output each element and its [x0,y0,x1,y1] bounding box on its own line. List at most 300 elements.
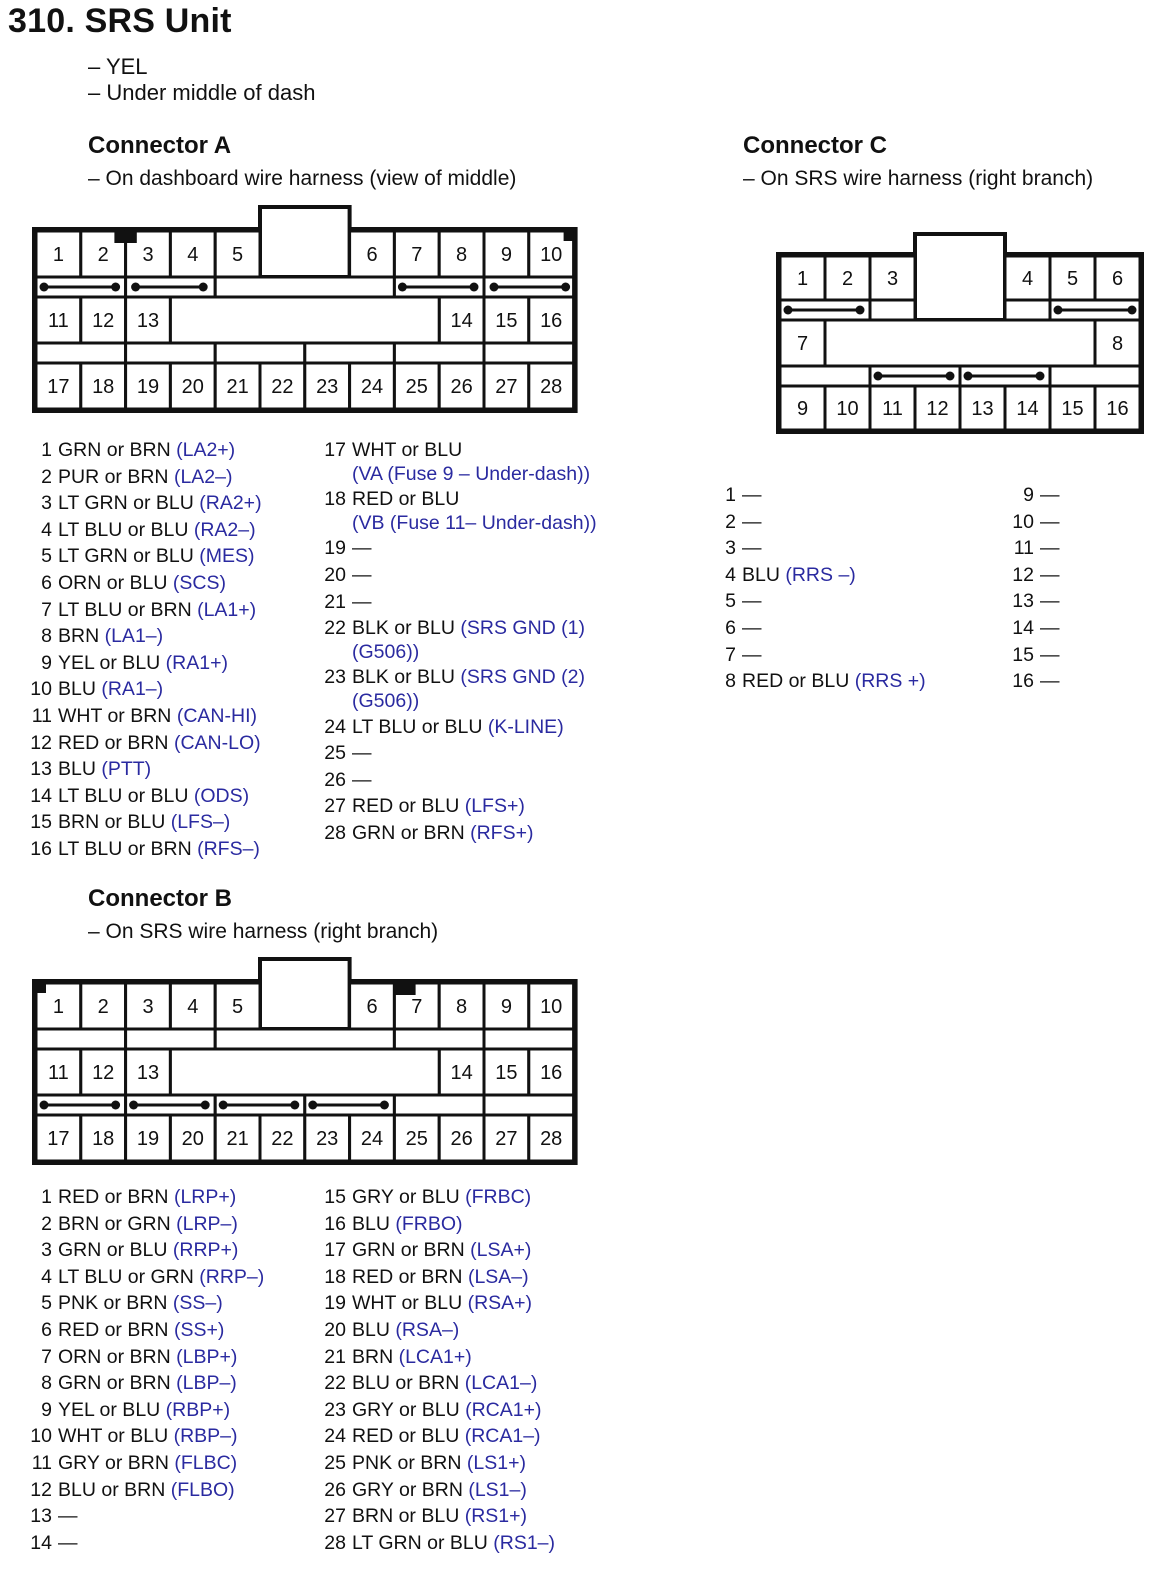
shorting-bar-end [40,283,49,292]
pin-entry [316,1503,555,1530]
pin-label: 14 [1016,398,1039,420]
pin-wire-color: GRN or BRN [58,439,171,461]
pin-entry [22,676,262,703]
pin-wire-color: — [1040,510,1060,533]
pin-function: (K-LINE) [487,715,564,738]
pin-number: 7 [725,643,736,666]
pin-label: 9 [796,398,809,420]
pin-label: 6 [1111,268,1124,290]
pin-wire-color: LT BLU or BLU [58,784,189,807]
shorting-bar-end [219,1101,228,1110]
pin-wire-color: YEL or BLU [58,1398,161,1421]
pin-function: (CAN-LO) [173,731,261,754]
pin-wire-color: GRN or BLU [58,1239,168,1262]
pin-label: 16 [540,310,563,332]
pin-entry [22,783,262,810]
pin-label: 5 [232,996,244,1018]
pin-wire-color: — [352,742,372,765]
connector-c-description: – On SRS wire harness (right branch) [743,167,1094,190]
pin-wire-color: GRY or BRN [58,1451,169,1474]
pin-entry [22,517,262,544]
pin-function: (FRBC) [465,1186,532,1208]
pin-wire-color: — [352,590,372,613]
connector-b-diagram [34,959,576,1163]
pin-number: 27 [324,1505,346,1528]
pin-number: 7 [41,598,52,621]
pin-number: 24 [324,715,346,738]
pin-entry [1004,482,1060,509]
pin-number: 23 [324,1398,346,1421]
pin-entry [1004,668,1060,695]
pin-number: 1 [725,484,736,506]
pin-number: 12 [30,731,52,754]
pin-entry [22,437,262,464]
pin-number: 16 [30,837,52,860]
pin-label: 28 [540,376,563,398]
shorting-bar-end [561,283,570,292]
pin-function: (RA2+) [199,492,262,515]
pin-function: (FRBO) [395,1212,463,1235]
pin-label: 24 [360,376,384,398]
pin-entry [706,562,926,589]
lock-key-marker [36,983,46,993]
pin-entry [22,1370,264,1397]
pin-entry [1004,562,1060,589]
pin-wire-color: RED or BRN [58,731,169,754]
pin-function: (RA2–) [193,518,256,541]
pin-label: 4 [187,996,199,1018]
pin-number: 16 [324,1212,346,1235]
pin-function: (RCA1–) [464,1425,541,1448]
pin-wire-color: PNK or BRN [352,1451,462,1474]
pin-number: 6 [725,616,736,639]
pin-number: 25 [324,1451,346,1474]
pin-label: 22 [271,1128,294,1150]
pin-label: 18 [92,376,115,398]
connector-bump [260,959,350,1029]
pin-function: (SRS GND (1) [460,617,585,640]
pin-function: (RA1+) [165,651,228,674]
connector-bump [260,207,350,277]
pin-number: 10 [30,678,52,701]
pin-wire-color: BLU [58,678,96,701]
pin-label: 21 [226,1128,249,1150]
shorting-bar-end [1036,372,1045,381]
shorting-bar-end [129,1101,138,1110]
pin-entry [22,1450,264,1477]
pin-label: 15 [495,310,518,332]
pin-number: 14 [1012,616,1034,639]
spacer-cell [36,1029,126,1049]
pin-function: (RRS –) [785,563,856,586]
pin-entry [706,615,926,642]
pin-label: 23 [316,376,339,398]
pin-label: 25 [405,376,428,398]
subtitle-color: – YEL [88,54,148,79]
pin-wire-color: ORN or BLU [58,571,168,594]
pin-label: 11 [882,398,903,420]
pin-function: (RRP–) [199,1265,265,1288]
shorting-bar-end [856,306,865,315]
shorting-bar-end [874,372,883,381]
pin-number: 26 [324,768,346,791]
pin-function: (LCA1+) [398,1345,472,1368]
pin-entry [316,664,597,691]
pin-entry [22,1290,264,1317]
pin-label: 1 [796,268,809,290]
pin-wire-color: — [1040,590,1060,613]
pin-wire-color: — [742,616,762,639]
pin-number: 9 [41,1398,52,1421]
pin-entry [22,1237,264,1264]
pin-wire-color: BRN or BLU [352,1505,460,1528]
pin-number: 21 [324,1345,346,1368]
pin-label: 20 [181,1128,204,1150]
pin-function: (RFS–) [197,837,260,860]
pin-function: (RBP+) [165,1398,231,1421]
pin-entry [316,740,597,767]
pin-number: 2 [41,1212,52,1235]
pin-function: (PTT) [101,758,152,781]
pin-entry [22,756,262,783]
pin-wire-color: RED or BLU [352,488,460,511]
pin-function: (LBP–) [176,1372,237,1395]
pin-number: 21 [324,590,346,613]
shorting-bar-end [199,283,208,292]
shorting-bar-end [40,1101,49,1110]
pin-entry [22,1211,264,1238]
pin-wire-color: BRN or GRN [58,1212,171,1235]
pin-number: 5 [725,590,736,613]
pin-number: 13 [30,758,52,781]
pin-number: 17 [324,439,346,461]
pin-wire-color: YEL or BLU [58,651,161,674]
pin-entry [316,1237,555,1264]
spacer-cell [126,1029,216,1049]
shorting-bar-end [490,283,499,292]
pin-number: 16 [1012,670,1034,693]
shorting-bar-end [398,283,407,292]
pin-label: 28 [540,1128,563,1150]
pin-number: 20 [324,563,346,586]
pin-entry [22,1530,264,1557]
pin-number: 9 [1023,484,1034,506]
pin-number: 25 [324,742,346,765]
pin-wire-color: LT BLU or BRN [58,598,192,621]
pin-entry [316,437,597,464]
pin-number: 3 [41,492,52,515]
pin-wire-color: — [352,537,372,560]
pin-number: 8 [41,625,52,648]
pin-number: 7 [41,1345,52,1368]
pin-wire-color: GRN or BRN [58,1372,171,1395]
pin-number: 28 [324,821,346,844]
spacer-cell [36,343,126,363]
pin-number: 23 [324,666,346,689]
pin-wire-color: RED or BLU [352,1425,460,1448]
pin-entry [706,668,926,695]
pin-number: 17 [324,1239,346,1262]
connector-b-heading: Connector B [88,885,232,912]
shorting-bar-end [201,1101,210,1110]
pin-number: 28 [324,1531,346,1554]
pin-number: 14 [30,1531,52,1554]
pin-label: 6 [366,996,378,1018]
connector-c-pin-list-right [1004,482,1060,695]
pin-wire-color: GRY or BLU [352,1186,460,1208]
pin-entry [22,1477,264,1504]
pin-entry [316,714,597,741]
pin-label: 15 [1061,398,1084,420]
pin-function: (LFS–) [170,811,231,834]
pin-entry [706,535,926,562]
pin-wire-color: GRY or BLU [352,1398,460,1421]
pin-wire-color: RED or BRN [58,1186,169,1208]
shorting-bar-end [308,1101,317,1110]
pin-wire-color: — [742,484,762,506]
pin-entry [316,615,597,642]
pin-number: 2 [725,510,736,533]
pin-wire-color: RED or BRN [58,1318,169,1341]
pin-label: 11 [48,1062,69,1084]
pin-wire-color: — [1040,537,1060,560]
shorting-bar-end [1128,306,1137,315]
pin-number: 14 [30,784,52,807]
pin-label: 20 [181,376,204,398]
pin-number: 9 [41,651,52,674]
pin-label: 8 [456,996,468,1018]
pin-number: 19 [324,537,346,560]
pin-function: (LSA+) [470,1239,532,1262]
pin-label: 4 [1021,268,1034,290]
pin-label: 14 [450,310,473,332]
pin-function: (SS+) [173,1318,225,1341]
shorting-bar-end [380,1101,389,1110]
pin-wire-color: WHT or BRN [58,704,172,727]
pin-label: 26 [450,376,473,398]
pin-number: 18 [324,488,346,511]
pin-function: (LA1+) [197,598,257,621]
pin-entry [22,1184,264,1211]
pin-label: 10 [540,996,563,1018]
pin-function: (RSA–) [395,1318,460,1341]
pin-label: 5 [1066,268,1079,290]
pin-number: 15 [324,1186,346,1208]
pin-entry [1004,588,1060,615]
pin-function: (LA2+) [176,439,236,461]
pin-entry [316,1423,555,1450]
lock-key-marker [114,231,136,243]
shorting-bar-end [131,283,140,292]
shorting-bar-end [784,306,793,315]
pin-label: 19 [136,1128,160,1150]
pin-label: 12 [926,398,949,420]
pin-number: 12 [30,1478,52,1501]
pin-entry [22,1503,264,1530]
shorting-bar-end [964,372,973,381]
pin-entry [316,486,597,513]
pin-number: 3 [41,1239,52,1262]
pin-entry [1004,615,1060,642]
pin-wire-color: — [352,768,372,791]
pin-label: 12 [92,1062,115,1084]
pin-wire-color: — [1040,616,1060,639]
pin-label: 11 [48,310,69,332]
spacer-cell [1050,366,1140,386]
pin-number: 22 [324,1372,346,1395]
pin-wire-color: RED or BRN [352,1265,463,1288]
pin-wire-color: BLU or BRN [58,1478,166,1501]
pin-label: 2 [97,996,109,1018]
pin-entry [1004,509,1060,536]
pin-label: 10 [836,398,859,420]
pin-entry [316,1317,555,1344]
pin-wire-color: BLU [352,1318,390,1341]
pin-label: 25 [405,1128,428,1150]
subtitle-location: – Under middle of dash [88,80,316,105]
pin-entry [316,1477,555,1504]
pin-label: 3 [142,244,154,266]
connector-c-heading: Connector C [743,132,887,159]
pin-number: 2 [41,465,52,488]
shorting-bar-end [946,372,955,381]
pin-number: 4 [41,1265,52,1288]
pin-number: 13 [30,1505,52,1528]
shorting-bar-end [111,1101,120,1110]
pin-entry [1004,535,1060,562]
pin-entry [706,642,926,669]
pin-number: 1 [41,1186,52,1208]
pin-label: 24 [360,1128,384,1150]
pin-entry [22,1423,264,1450]
connector-a-diagram [34,207,576,411]
pin-number: 8 [41,1372,52,1395]
pin-wire-color: — [742,643,762,666]
pin-function: (LA2–) [173,465,233,488]
pin-number: 11 [31,704,52,727]
pin-wire-color: ORN or BRN [58,1345,171,1368]
spacer-cell [215,1029,394,1049]
pin-wire-color: LT BLU or BLU [58,518,189,541]
pin-number: 22 [324,617,346,640]
pin-wire-color: RED or BLU [352,795,460,818]
pin-entry [22,1317,264,1344]
connector-b-description: – On SRS wire harness (right branch) [88,920,439,943]
pin-function: (FLBC) [174,1451,238,1474]
pin-wire-color: — [58,1505,78,1528]
pin-number: 15 [1012,643,1034,666]
pin-function: (RS1+) [464,1505,528,1528]
pin-number: 3 [725,537,736,560]
pin-entry [22,1264,264,1291]
pin-label: 13 [971,398,994,420]
pin-wire-color: — [58,1531,78,1554]
pin-entry [706,588,926,615]
pin-number: 1 [41,439,52,461]
pin-entry [22,597,262,624]
pin-wire-color: — [352,563,372,586]
pin-wire-color: — [1040,643,1060,666]
connector-a-pin-list-left [22,437,262,863]
pin-number: 5 [41,1292,52,1315]
pin-entry [22,464,262,491]
connector-bump [915,234,1005,320]
pin-number: 24 [324,1425,346,1448]
pin-function: (RFS+) [470,821,534,844]
pin-label: 9 [500,244,512,266]
pin-entry [316,1397,555,1424]
spacer-cell [870,300,915,320]
pin-wire-color: BLK or BLU [352,666,455,689]
pin-label: 12 [92,310,115,332]
spacer-cell [484,1095,574,1115]
pin-function: (RA1–) [101,678,164,701]
pin-label: 13 [136,310,160,332]
pin-function-continued: (G506)) [352,640,420,663]
pin-number: 11 [1013,537,1034,560]
pin-wire-color: GRN or BRN [352,1239,465,1262]
pin-number: 27 [324,795,346,818]
pin-wire-color: — [742,510,762,533]
pin-entry [706,482,926,509]
pin-label: 6 [366,244,378,266]
pin-function: (LSA–) [467,1265,529,1288]
pin-function: (LS1+) [466,1451,526,1474]
pin-wire-color: PUR or BRN [58,465,169,488]
pin-wire-color: — [742,590,762,613]
pin-label: 2 [97,244,109,266]
pin-label: 27 [495,1128,518,1150]
pin-wire-color: BLK or BLU [352,617,455,640]
pin-number: 10 [1012,510,1034,533]
pin-label: 9 [500,996,512,1018]
blank-region [170,297,439,343]
pin-function: (LCA1–) [464,1372,538,1395]
pin-label: 19 [136,376,160,398]
shorting-bar-end [290,1101,299,1110]
pin-function-continued: (VA (Fuse 9 – Under-dash)) [352,462,591,485]
pin-number: 8 [725,670,736,693]
page-title: 310. SRS Unit [8,2,232,40]
connector-b-pin-list-right [316,1184,555,1556]
shorting-bar-end [111,283,120,292]
pin-wire-color: LT BLU or BLU [352,715,483,738]
pin-label: 16 [540,1062,563,1084]
connector-c-pin-list-left [706,482,926,695]
pin-label: 15 [495,1062,518,1084]
pin-entry [316,793,597,820]
pin-entry [316,1211,555,1238]
pin-wire-color: WHT or BLU [58,1425,169,1448]
pin-number: 26 [324,1478,346,1501]
pin-entry [316,1290,555,1317]
shorting-bar-end [470,283,479,292]
pin-label: 7 [411,244,423,266]
spacer-cell [394,1029,484,1049]
pin-wire-color: BLU [352,1212,390,1235]
connector-a-pin-list-right [316,437,597,847]
pin-wire-color: PNK or BRN [58,1292,168,1315]
pin-function: (FLBO) [170,1478,235,1501]
spacer-cell [780,366,870,386]
pin-number: 12 [1012,563,1034,586]
pin-wire-color: BLU or BRN [352,1372,460,1395]
pin-label: 7 [796,333,809,355]
pin-wire-color: BRN [58,625,100,648]
pin-function: (LRP+) [173,1186,237,1208]
spacer-cell [484,1029,574,1049]
pin-wire-color: WHT or BLU [352,439,463,461]
